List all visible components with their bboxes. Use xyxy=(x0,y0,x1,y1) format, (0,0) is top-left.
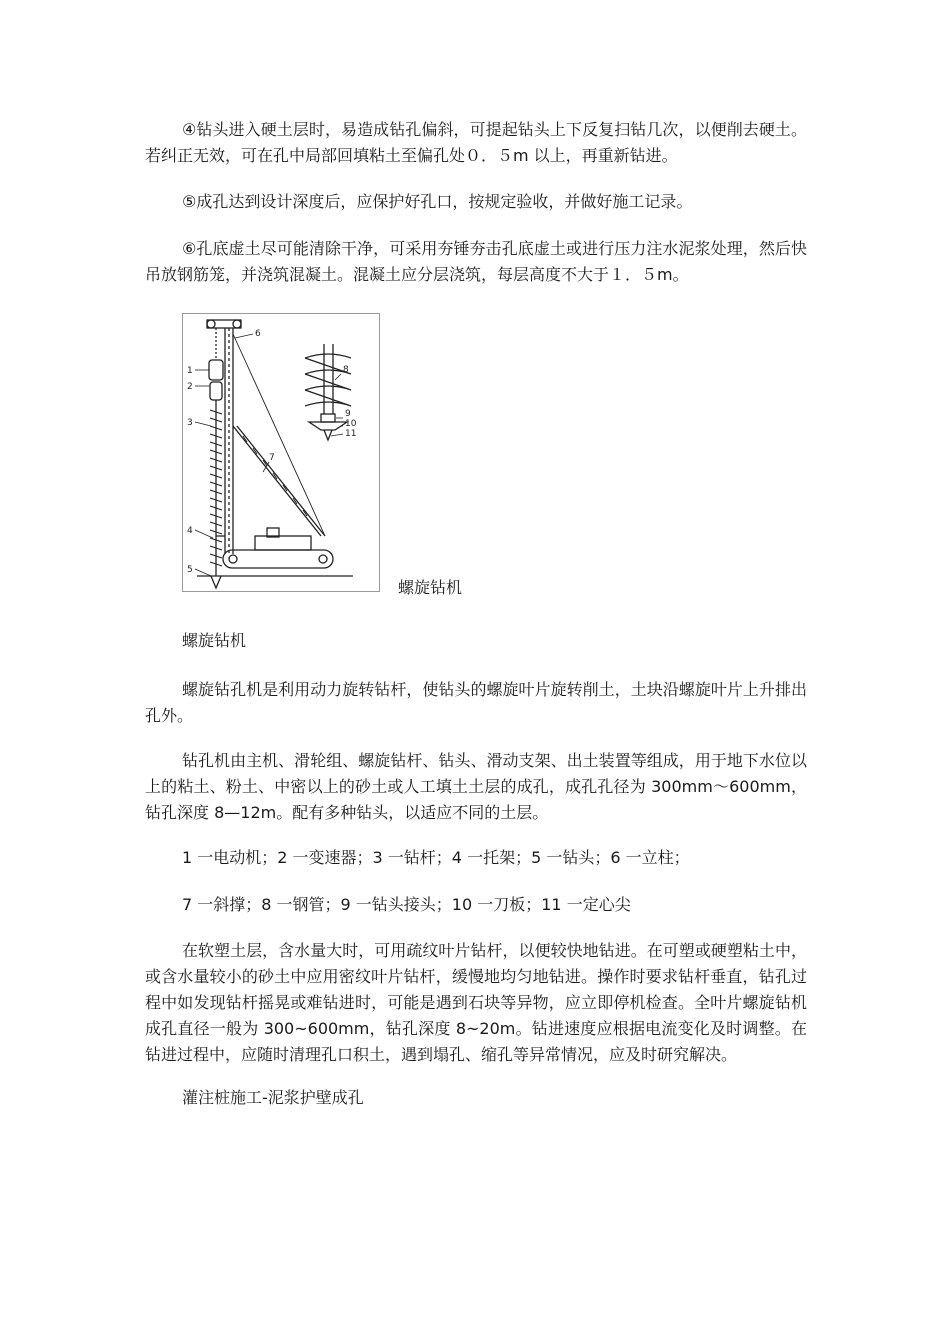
pulley-right xyxy=(233,320,241,328)
machine-body xyxy=(255,536,311,550)
section-heading-slurry: 灌注桩施工-泥浆护壁成孔 xyxy=(182,1088,364,1107)
diagonal-brace-2 xyxy=(237,426,325,536)
paragraph-soft-soil: 在软塑土层，含水量大时，可用疏纹叶片钻杆，以便较快地钻进。在可塑或硬塑粘土中，或含水量较小的砂土中应用密纹叶片钻杆，缓慢地均匀地钻进。操作时要求钻杆垂直，钻孔过程中如发现钻杆摇晃或难钻进时，可能是遇到石块等异物，应立即停机检查。全叶片螺旋钻机成孔直径一般为 300~600mm，钻孔深度 8~20m。钻进速度应根据电流变化及时调整。在钻进过程中，应随时清理孔口积土，遇到塌孔、缩孔等异常情况，应及时研究解决。 xyxy=(145,941,807,1064)
drill-bit xyxy=(211,576,221,588)
bit-joint xyxy=(321,414,335,422)
paragraph-auger-principle: 螺旋钻孔机是利用动力旋转钻杆，使钻头的螺旋叶片旋转削土，土块沿螺旋叶片上升排出孔外。 xyxy=(145,680,807,725)
label-7: 7 xyxy=(269,453,275,463)
label-5: 5 xyxy=(187,565,193,575)
paragraph-hard-soil: ④钻头进入硬土层时，易造成钻孔偏斜，可提起钻头上下反复扫钻几次，以便削去硬土。若纠正无效，可在孔中局部回填粘土至偏孔处０．５m 以上，再重新钻进。 xyxy=(145,120,807,165)
section-heading-auger: 螺旋钻机 xyxy=(182,631,247,650)
label-1: 1 xyxy=(187,366,193,376)
centering-tip xyxy=(324,430,332,440)
paragraph-hole-bottom: ⑥孔底虚土尽可能清除干净，可采用夯锤夯击孔底虚土或进行压力注水泥浆处理，然后快吊放钢筋笼，并浇筑混凝土。混凝土应分层浇筑，每层高度不大于１．５m。 xyxy=(145,239,807,284)
label-2: 2 xyxy=(187,382,193,392)
legend-line-2: 7 一斜撑；8 一钢管；9 一钻头接头；10 一刀板；11 一定心尖 xyxy=(182,895,631,914)
leader-6 xyxy=(235,334,253,338)
back-stay xyxy=(233,334,325,536)
label-3: 3 xyxy=(187,418,193,428)
paragraph-auger-components: 钻孔机由主机、滑轮组、螺旋钻杆、钻头、滑动支架、出土装置等组成，用于地下水位以上的粘土、粉土、中密以上的砂土或人工填土土层的成孔，成孔孔径为 300mm～600mm，钻孔深度 8—12m。配有多种钻头，以适应不同的土层。 xyxy=(145,751,807,822)
leader-3 xyxy=(195,422,211,426)
crawler-track xyxy=(223,550,333,568)
label-10: 10 xyxy=(345,419,357,429)
legend-line-1: 1 一电动机；2 一变速器；3 一钻杆；4 一托架；5 一钻头；6 一立柱； xyxy=(182,848,690,867)
wheel-2 xyxy=(319,555,327,563)
top-pulley xyxy=(207,320,241,328)
auger-blades xyxy=(305,354,351,406)
leader-11 xyxy=(331,434,343,436)
label-4: 4 xyxy=(187,526,193,536)
wheel-1 xyxy=(229,555,237,563)
auger-drill-diagram xyxy=(182,313,380,592)
label-6: 6 xyxy=(255,329,261,339)
diagonal-brace xyxy=(233,426,321,536)
motor xyxy=(209,360,223,380)
leader-5 xyxy=(195,569,211,576)
leader-4 xyxy=(195,530,213,538)
label-11: 11 xyxy=(345,429,357,439)
gearbox xyxy=(210,382,222,400)
label-9: 9 xyxy=(345,409,351,419)
label-8: 8 xyxy=(343,365,349,375)
leader-8 xyxy=(335,374,341,380)
auger-drill-drawing xyxy=(183,314,381,593)
pulley-left xyxy=(207,320,215,328)
figure-caption: 螺旋钻机 xyxy=(398,578,463,597)
paragraph-hole-complete: ⑤成孔达到设计深度后，应保护好孔口，按规定验收，并做好施工记录。 xyxy=(182,192,693,211)
